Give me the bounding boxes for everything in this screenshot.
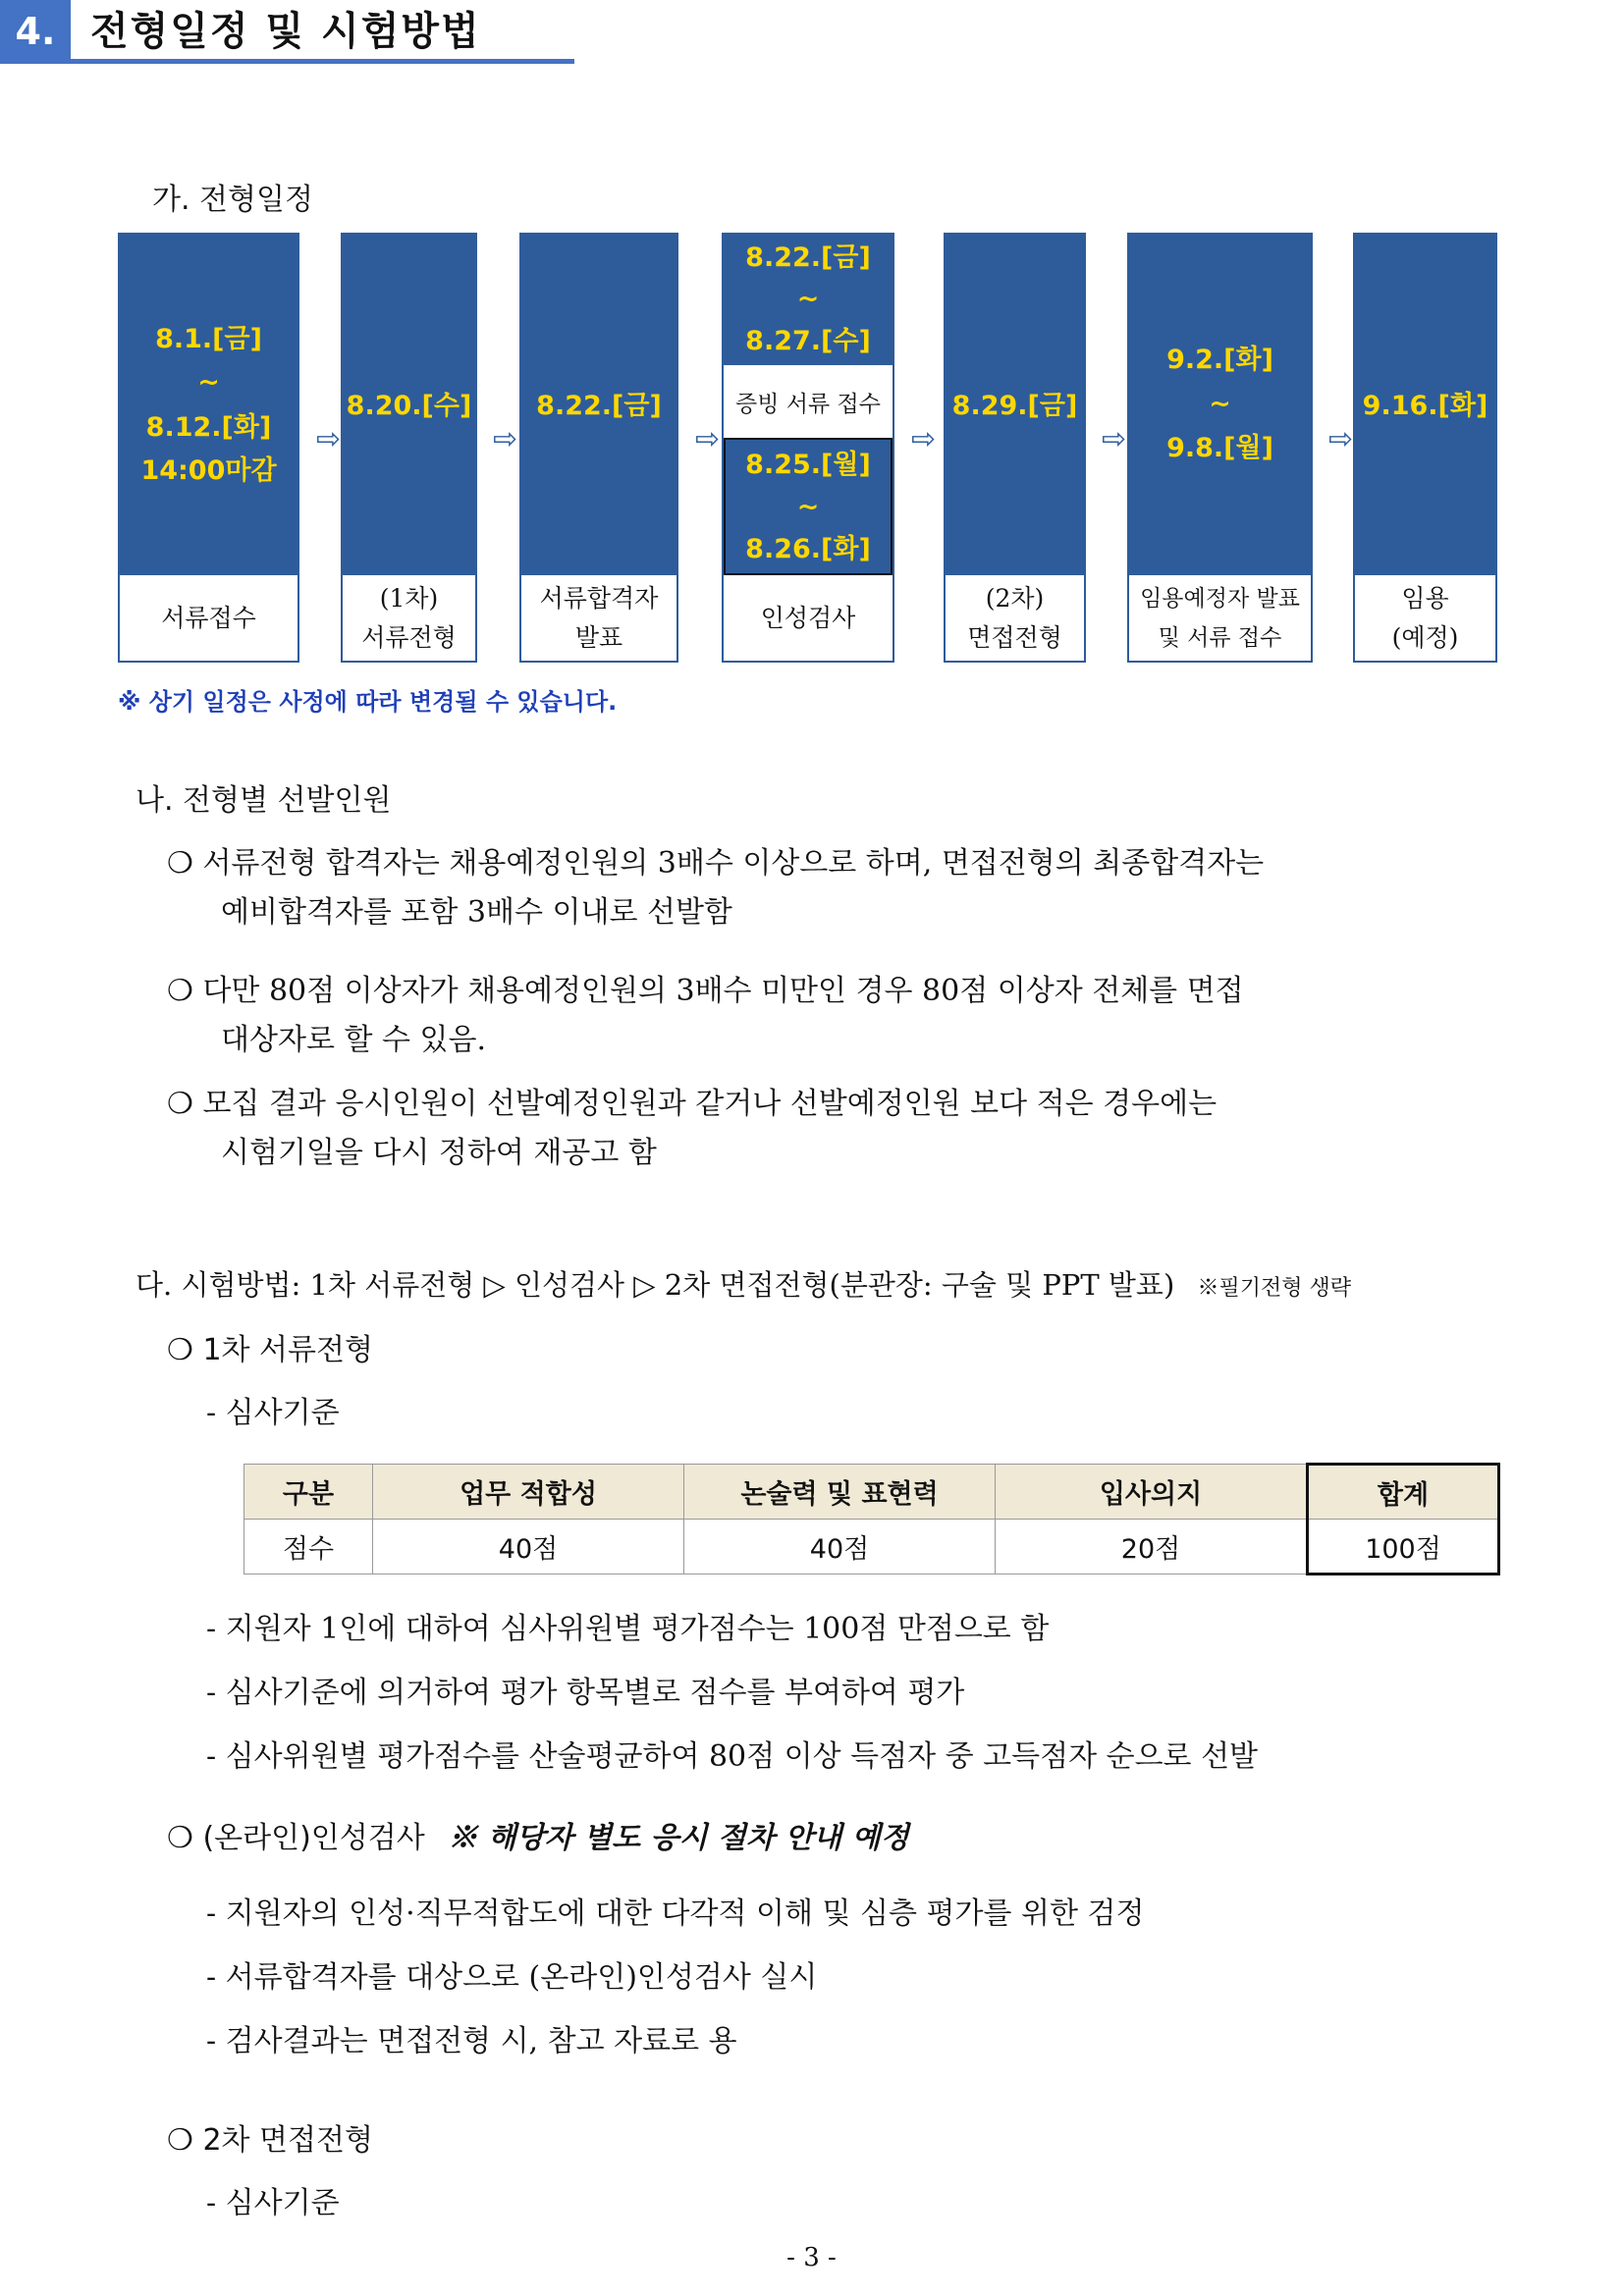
selection-item-3: ❍ 모집 결과 응시인원이 선발예정인원과 같거나 선발예정인원 보다 적은 경우에는 [167, 1087, 1217, 1121]
step-4-test-date-end: 8.26.[화] [745, 534, 871, 564]
step-4-doc-date-tilde: ~ [796, 284, 820, 314]
doc-screen-title: ❍ 1차 서류전형 [167, 1333, 373, 1367]
selection-item-3-cont: 시험기일을 다시 정하여 재공고 함 [221, 1136, 657, 1170]
score-cell: 40점 [373, 1520, 684, 1575]
interview-title: ❍ 2차 면접전형 [167, 2123, 373, 2158]
bullet-circle-icon: ❍ [167, 846, 193, 881]
interview-criteria: - 심사기준 [206, 2186, 340, 2220]
arrow-icon: ⇨ [911, 422, 937, 456]
step-6-date-tilde: ~ [1209, 389, 1231, 419]
step-6-date-start: 9.2.[화] [1166, 345, 1273, 375]
step-4-doc-date-start: 8.22.[금] [745, 242, 871, 273]
doc-screen-bullet-3: - 심사위원별 평가점수를 산술평균하여 80점 이상 득점자 중 고득점자 순으로 선발 [206, 1739, 1259, 1774]
score-cell: 20점 [996, 1520, 1308, 1575]
score-total-cell: 100점 [1308, 1520, 1499, 1575]
selection-heading: 나. 전형별 선발인원 [135, 783, 392, 818]
score-header-total: 합계 [1308, 1465, 1499, 1520]
score-table-header [244, 1465, 1499, 1520]
step-5-label: (2차) 면접전형 [967, 583, 1062, 652]
schedule-step-6 [1127, 233, 1313, 663]
schedule-step-7 [1353, 233, 1497, 663]
selection-item-1-cont: 예비합격자를 포함 3배수 이내로 선발함 [221, 895, 732, 930]
personality-title: ❍ (온라인)인성검사 ※ 해당자 별도 응시 절차 안내 예정 [167, 1821, 909, 1855]
bullet-circle-icon: ❍ [167, 2123, 193, 2158]
bullet-circle-icon: ❍ [167, 1821, 193, 1855]
doc-screen-bullet-1: - 지원자 1인에 대하여 심사위원별 평가점수는 100점 만점으로 함 [206, 1612, 1050, 1646]
step-7-label: 임용 (예정) [1391, 583, 1459, 652]
score-table [243, 1463, 1500, 1575]
step-4-test-date-tilde: ~ [796, 492, 820, 522]
method-heading-note: ※필기전형 생략 [1197, 1276, 1351, 1301]
arrow-icon: ⇨ [316, 422, 342, 456]
bullet-circle-icon: ❍ [167, 1333, 193, 1367]
selection-item-1: ❍ 서류전형 합격자는 채용예정인원의 3배수 이상으로 하며, 면접전형의 최종합격자는 [167, 846, 1265, 881]
score-table-row [244, 1520, 1499, 1575]
section-number: 4. [0, 0, 71, 63]
selection-item-2: ❍ 다만 80점 이상자가 채용예정인원의 3배수 미만인 경우 80점 이상자 전체를 면접 [167, 974, 1244, 1008]
step-4-label: 인성검사 [760, 603, 856, 632]
step-6-label: 임용예정자 발표 및 서류 접수 [1140, 585, 1300, 651]
step-1-date-tilde: ~ [197, 367, 220, 398]
schedule-step-3 [519, 233, 678, 663]
score-header-cell: 입사의지 [996, 1465, 1308, 1520]
schedule-heading: 가. 전형일정 [152, 183, 313, 217]
page-number: - 3 - [786, 2243, 837, 2272]
section-title: 전형일정 및 시험방법 [90, 9, 481, 54]
step-5-date: 8.29.[금] [951, 391, 1078, 421]
doc-screen-criteria: - 심사기준 [206, 1396, 340, 1430]
score-header-cell: 구분 [244, 1465, 373, 1520]
step-4-middle-label: 증빙 서류 접수 [724, 365, 893, 438]
step-7-date: 9.16.[화] [1362, 391, 1488, 421]
step-1-date-end: 8.12.[화] [145, 412, 272, 443]
step-4-test-date-start: 8.25.[월] [745, 450, 871, 480]
step-3-label: 서류합격자 발표 [539, 583, 659, 652]
schedule-step-5 [944, 233, 1086, 663]
personality-bullet-2: - 서류합격자를 대상으로 (온라인)인성검사 실시 [206, 1960, 818, 1995]
arrow-icon: ⇨ [1102, 422, 1127, 456]
section-underline [0, 59, 574, 64]
score-header-cell: 업무 적합성 [373, 1465, 684, 1520]
doc-screen-bullet-2: - 심사기준에 의거하여 평가 항목별로 점수를 부여하여 평가 [206, 1676, 965, 1710]
score-cell: 40점 [684, 1520, 996, 1575]
step-1-deadline: 14:00마감 [140, 455, 277, 486]
step-1-date-start: 8.1.[금] [155, 324, 262, 354]
step-2-date: 8.20.[수] [346, 391, 472, 421]
schedule-step-1 [118, 233, 299, 663]
method-heading: 다. 시험방법: 1차 서류전형 ▷ 인성검사 ▷ 2차 면접전형(분관장: 구술 및 PPT 발표) ※필기전형 생략 [135, 1268, 1351, 1302]
step-3-date: 8.22.[금] [536, 391, 662, 421]
step-2-label: (1차) 서류전형 [361, 583, 457, 652]
score-header-cell: 논술력 및 표현력 [684, 1465, 996, 1520]
schedule-step-4 [722, 233, 894, 663]
selection-item-2-cont: 대상자로 할 수 있음. [221, 1023, 486, 1057]
section-header [0, 0, 574, 63]
personality-bullet-3: - 검사결과는 면접전형 시, 참고 자료로 용 [206, 2024, 737, 2058]
bullet-circle-icon: ❍ [167, 1087, 193, 1121]
step-4-doc-date-end: 8.27.[수] [745, 326, 871, 356]
step-1-label: 서류접수 [161, 603, 256, 632]
score-cell: 점수 [244, 1520, 373, 1575]
personality-note: ※ 해당자 별도 응시 절차 안내 예정 [448, 1821, 909, 1855]
schedule-step-2 [341, 233, 477, 663]
personality-bullet-1: - 지원자의 인성·직무적합도에 대한 다각적 이해 및 심층 평가를 위한 검정 [206, 1896, 1145, 1931]
arrow-icon: ⇨ [493, 422, 518, 456]
bullet-circle-icon: ❍ [167, 974, 193, 1008]
step-6-date-end: 9.8.[월] [1166, 433, 1273, 463]
arrow-icon: ⇨ [695, 422, 721, 456]
arrow-icon: ⇨ [1328, 422, 1354, 456]
schedule-note: ※ 상기 일정은 사정에 따라 변경될 수 있습니다. [118, 688, 618, 716]
